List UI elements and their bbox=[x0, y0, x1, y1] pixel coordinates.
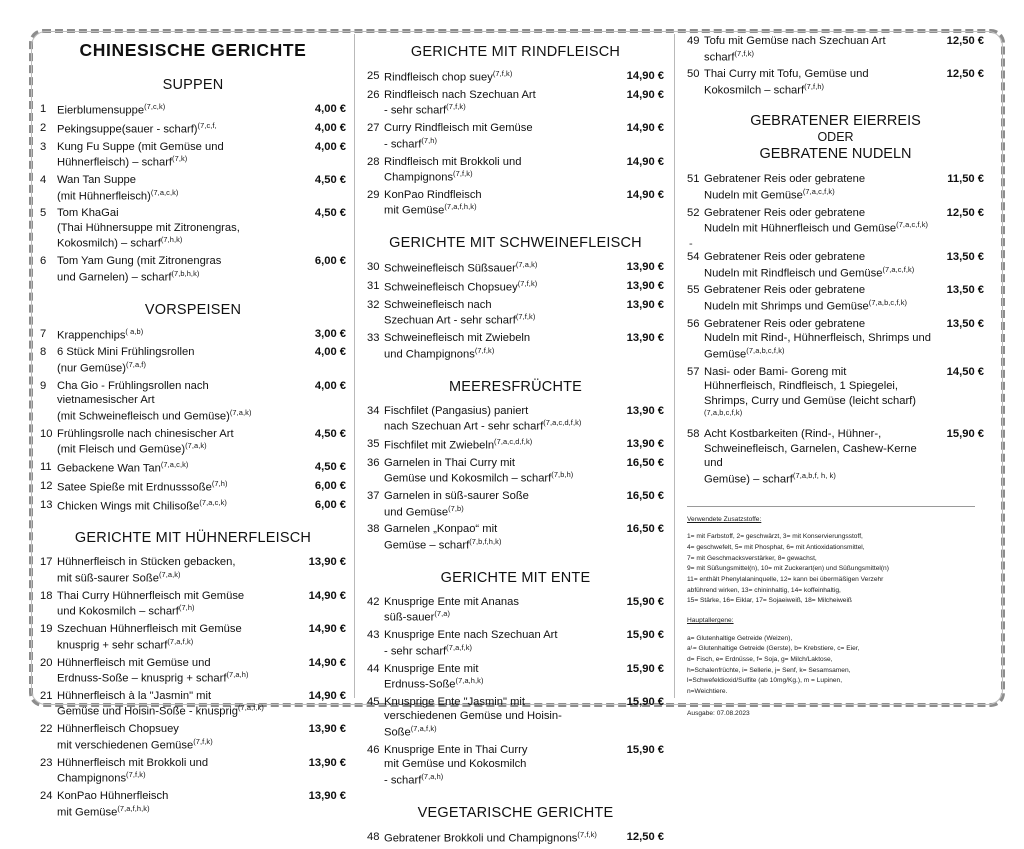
menu-item-row bbox=[367, 456, 664, 489]
item-allergen-codes: (7,a,b,c,f,k) bbox=[868, 297, 908, 307]
item-description: Rindfleisch chop suey$^{(7,f,k)}$ bbox=[384, 69, 513, 84]
menu-item-row bbox=[367, 121, 664, 154]
item-description: Knusprige Ente "Jasmin" mit verschiedenen Gemüse und Hoisin-Soße$^{(7,a,f,k)}$ bbox=[384, 695, 562, 739]
menu-item-row bbox=[367, 404, 664, 437]
menu-item-row bbox=[687, 250, 984, 283]
item-number: 17 bbox=[40, 556, 53, 569]
menu-item-row bbox=[367, 69, 664, 88]
item-price: 14,90 € bbox=[626, 70, 664, 82]
item-price: 13,90 € bbox=[626, 280, 664, 293]
item-price: 13,50 € bbox=[946, 317, 984, 330]
menu-item-row bbox=[40, 789, 346, 822]
item-number: 54 bbox=[687, 251, 700, 264]
item-description: Garnelen in süß-saurer Soße und Gemüse$^{(7,b)}$ bbox=[384, 490, 529, 519]
item-allergen-codes: (7,a,c,f,k) bbox=[882, 264, 915, 274]
item-number: 6 bbox=[40, 255, 47, 268]
item-number: 38 bbox=[367, 523, 380, 536]
item-price: 13,90 € bbox=[626, 332, 664, 345]
column-left bbox=[36, 34, 354, 819]
menu-item-row bbox=[687, 317, 984, 365]
menu-item-row bbox=[687, 206, 984, 239]
item-number: 46 bbox=[367, 743, 380, 756]
item-description: Schweinefleisch mit Zwiebeln und Champignons$^{(7,f,k)}$ bbox=[384, 332, 531, 361]
item-price: 4,00 € bbox=[314, 140, 346, 153]
additives-heading: Verwendete Zusatzstoffe: bbox=[687, 515, 762, 523]
menu-item-row bbox=[687, 427, 984, 489]
item-number: 4 bbox=[40, 173, 47, 186]
item-allergen-codes: (7,a,f,k) bbox=[167, 636, 194, 646]
item-price: 12,50 € bbox=[626, 830, 664, 843]
section-heading-reis-nudeln bbox=[687, 113, 984, 164]
item-allergen-codes: (7,f,k) bbox=[577, 829, 597, 839]
item-description: 6 Stück Mini Frühlingsrollen (nur Gemüse)$^{(7,a,f)}$ bbox=[57, 346, 195, 375]
item-price: 13,90 € bbox=[308, 756, 346, 769]
item-price: 13,50 € bbox=[946, 284, 984, 297]
item-description: Gebratener Reis oder gebratene Nudeln mit Rindfleisch und Gemüse$^{(7,a,c,f,k)}$ bbox=[704, 251, 915, 280]
menu-item-row bbox=[40, 555, 346, 588]
item-allergen-codes: (7,a,h,k) bbox=[455, 676, 484, 686]
item-price: 14,50 € bbox=[946, 365, 984, 378]
item-number: 18 bbox=[40, 589, 53, 602]
item-number: 30 bbox=[367, 261, 380, 274]
section-heading-huhn: GERICHTE MIT HÜHNERFLEISCH bbox=[74, 530, 312, 547]
item-description: Hühnerfleisch mit Brokkoli und Champignons$^{(7,f,k)}$ bbox=[57, 756, 209, 785]
item-description: Rindfleisch mit Brokkoli und Champignons$^{(7,f,k)}$ bbox=[384, 155, 522, 184]
item-price: 14,90 € bbox=[308, 689, 346, 702]
item-price: 16,50 € bbox=[626, 523, 664, 536]
menu-item-row bbox=[40, 722, 346, 755]
section-heading-vegetarisch: VEGETARISCHE GERICHTE bbox=[417, 804, 614, 821]
item-price: 4,00 € bbox=[314, 121, 346, 134]
item-description: Gebratener Reis oder gebratene Nudeln mit Rind-, Hühnerfleisch, Shrimps und Gemüse$^{(7,a,b,c,f,k)}$ bbox=[704, 317, 931, 361]
item-number: 35 bbox=[367, 437, 380, 450]
item-allergen-codes: (7,c,f, bbox=[197, 120, 217, 130]
item-allergen-codes: (7,f,k) bbox=[492, 69, 513, 78]
item-allergen-codes: (7,a,f,k) bbox=[446, 642, 473, 652]
footnote-line: n=Weichtiere. bbox=[687, 688, 728, 696]
item-allergen-codes: ( a,b) bbox=[125, 326, 144, 336]
item-price: 13,50 € bbox=[946, 251, 984, 264]
item-price: 13,90 € bbox=[308, 789, 346, 802]
reis-line-3: GEBRATENE NUDELN bbox=[759, 145, 912, 162]
item-price: 13,90 € bbox=[626, 261, 664, 274]
item-number: 45 bbox=[367, 695, 380, 708]
item-price: 13,90 € bbox=[626, 298, 664, 311]
item-description: KonPao Hühnerfleisch mit Gemüse$^{(7,a,f,h,k)}$ bbox=[57, 789, 169, 819]
item-description: Hühnerfleisch in Stücken gebacken, mit süß-saurer Soße$^{(7,a,k)}$ bbox=[57, 556, 236, 585]
item-description: Tofu mit Gemüse nach Szechuan Art scharf$^{(7,f,k)}$ bbox=[704, 35, 886, 64]
item-table-huhn bbox=[40, 555, 346, 822]
item-table-meer bbox=[367, 404, 664, 556]
item-description: Garnelen „Konpao“ mit Gemüse – scharf$^{(7,b,f,h,k)}$ bbox=[384, 523, 502, 552]
item-allergen-codes: (7,a,c,d,f,k) bbox=[494, 436, 533, 446]
item-price: 15,90 € bbox=[946, 428, 984, 441]
item-number: 51 bbox=[687, 173, 700, 186]
item-number: 42 bbox=[367, 595, 380, 608]
item-number: 50 bbox=[687, 68, 700, 81]
item-allergen-codes: (7,a,f,h,k) bbox=[444, 202, 477, 212]
additives-lines bbox=[687, 532, 984, 607]
item-price: 4,00 € bbox=[314, 379, 346, 392]
menu-item-row bbox=[40, 327, 346, 346]
item-description: Tom KhaGai (Thai Hühnersuppe mit Zitronengras, Kokosmilch) – scharf$^{(7,h,k)}$ bbox=[57, 207, 240, 251]
item-number: 55 bbox=[687, 284, 700, 297]
item-allergen-codes: (7,c,k) bbox=[144, 102, 166, 111]
item-price: 4,50 € bbox=[314, 173, 346, 186]
menu-item-row bbox=[367, 331, 664, 364]
item-description: Fischfilet (Pangasius) paniert nach Szechuan Art - sehr scharf$^{(7,a,c,d,f,k)}$ bbox=[384, 404, 582, 433]
item-number: 37 bbox=[367, 490, 380, 503]
footnote-line: h=Schalenfrüchte, i= Sellerie, j= Senf, k= Sesamsamen, bbox=[687, 666, 851, 674]
menu-item-row bbox=[40, 121, 346, 140]
item-number: 44 bbox=[367, 662, 380, 675]
item-price: 15,90 € bbox=[626, 629, 664, 642]
item-number: 24 bbox=[40, 789, 53, 802]
item-price: 14,90 € bbox=[308, 589, 346, 602]
item-allergen-codes: (7,a,k) bbox=[515, 260, 538, 270]
item-price: 4,50 € bbox=[314, 427, 346, 440]
menu-item-row bbox=[40, 656, 346, 689]
section-heading-rind: GERICHTE MIT RINDFLEISCH bbox=[410, 44, 621, 60]
item-price: 15,90 € bbox=[626, 743, 664, 756]
menu-item-row bbox=[367, 522, 664, 555]
menu-item-row bbox=[687, 365, 984, 427]
menu-item-row bbox=[687, 172, 984, 205]
footnotes-divider bbox=[687, 506, 975, 507]
menu-item-row bbox=[40, 589, 346, 622]
menu-item-row bbox=[367, 595, 664, 628]
item-allergen-codes: (7,a,c,k) bbox=[160, 460, 189, 470]
item-number: 26 bbox=[367, 88, 380, 101]
item-table-reis-nudeln-a bbox=[687, 172, 984, 239]
menu-item-row bbox=[40, 173, 346, 206]
item-price: 6,00 € bbox=[314, 479, 346, 492]
item-price: 13,90 € bbox=[308, 723, 346, 736]
section-heading-vorspeisen: VORSPEISEN bbox=[144, 301, 242, 318]
item-allergen-codes: (7,k) bbox=[172, 154, 188, 164]
item-description: Nasi- oder Bami- Goreng mit Hühnerfleisch, Rindfleisch, 1 Spiegelei, Shrimps, Curry und Gemüse (leicht scharf)$^{(7,a,b,c,f,k)}$ bbox=[704, 365, 917, 418]
item-number: 32 bbox=[367, 298, 380, 311]
item-allergen-codes: (7,a,f) bbox=[126, 359, 147, 369]
item-price: 16,50 € bbox=[626, 456, 664, 469]
footnote-line: abführend wirken, 13= chininhaltig, 14= koffeinhaltig, bbox=[687, 586, 841, 594]
item-allergen-codes: (7,a,k) bbox=[185, 441, 207, 451]
menu-item-row bbox=[40, 379, 346, 427]
item-allergen-codes: (7,f,k) bbox=[446, 102, 466, 112]
column-middle bbox=[354, 34, 674, 845]
item-number: 57 bbox=[687, 365, 700, 378]
item-price: 12,50 € bbox=[946, 35, 984, 47]
item-table-vegetarisch-rest bbox=[687, 34, 984, 101]
item-price: 16,50 € bbox=[626, 490, 664, 503]
item-allergen-codes: (7,a,c,f,k) bbox=[802, 186, 835, 196]
item-number: 49 bbox=[687, 35, 700, 47]
footnote-line: d= Fisch, e= Erdnüsse, f= Soja, g= Milch/Laktose, bbox=[687, 656, 833, 664]
reis-line-2: ODER bbox=[817, 130, 854, 145]
issue-date: Ausgabe: 07.08.2023 bbox=[687, 709, 750, 717]
item-description: Wan Tan Suppe (mit Hühnerfleisch)$^{(7,a,c,k)}$ bbox=[57, 173, 179, 203]
menu-item-row bbox=[367, 830, 664, 849]
item-number: 52 bbox=[687, 206, 700, 219]
menu-item-row bbox=[40, 689, 346, 722]
item-description: Tom Yam Gung (mit Zitronengras und Garnelen) – scharf$^{(7,b,h,k)}$ bbox=[57, 255, 222, 284]
item-price: 6,00 € bbox=[314, 498, 346, 511]
item-table-suppen bbox=[40, 102, 346, 288]
item-number: 10 bbox=[40, 427, 53, 440]
item-number: 34 bbox=[367, 404, 380, 417]
item-allergen-codes: (7,f,k) bbox=[474, 345, 495, 355]
item-description: Hühnerfleisch mit Gemüse und Erdnuss-Soße – knusprig + scharf$^{(7,a,h)}$ bbox=[57, 656, 249, 685]
section-heading-meer: MEERESFRÜCHTE bbox=[448, 378, 583, 395]
item-allergen-codes: (7,a,f,k) bbox=[237, 703, 264, 713]
menu-item-row bbox=[367, 88, 664, 121]
item-number: 8 bbox=[40, 346, 47, 359]
item-price: 14,90 € bbox=[626, 188, 664, 201]
item-number: 19 bbox=[40, 623, 53, 636]
item-allergen-codes: (7,h) bbox=[178, 603, 195, 613]
item-price: 4,00 € bbox=[314, 346, 346, 359]
menu-item-row bbox=[367, 279, 664, 298]
item-description: Chicken Wings mit Chilisoße$^{(7,a,c,k)}$ bbox=[57, 497, 227, 513]
item-number: 58 bbox=[687, 428, 700, 441]
menu-item-row bbox=[367, 743, 664, 791]
section-heading-schwein: GERICHTE MIT SCHWEINEFLEISCH bbox=[389, 235, 642, 252]
item-allergen-codes: (7,b,h,k) bbox=[171, 268, 200, 278]
item-number: 22 bbox=[40, 723, 53, 736]
item-allergen-codes: (7,a,b,c,f,k) bbox=[704, 408, 743, 418]
item-description: Kung Fu Suppe (mit Gemüse und Hühnerfleisch) – scharf$^{(7,k)}$ bbox=[57, 140, 224, 169]
menu-item-row bbox=[40, 460, 346, 479]
item-description: Thai Curry mit Tofu, Gemüse und Kokosmilch – scharf$^{(7,f,h)}$ bbox=[704, 68, 869, 97]
item-price: 6,00 € bbox=[314, 255, 346, 268]
footnote-line: a¹= Glutenhaltige Getreide (Gerste), b= Krebstiere, c= Eier, bbox=[687, 645, 860, 653]
item-description: Satee Spieße mit Erdnusssoße$^{(7,h)}$ bbox=[57, 478, 228, 494]
stray-marker: - bbox=[689, 238, 693, 251]
item-description: Rindfleisch nach Szechuan Art - sehr scharf$^{(7,f,k)}$ bbox=[384, 88, 536, 118]
item-description: Schweinefleisch Chopsuey$^{(7,f,k)}$ bbox=[384, 279, 538, 294]
item-allergen-codes: (7,a,h) bbox=[421, 771, 444, 781]
menu-item-row bbox=[40, 622, 346, 655]
footnote-line: 7= mit Geschmacksverstärker, 8= gewachst, bbox=[687, 554, 817, 562]
item-number: 3 bbox=[40, 140, 47, 153]
item-number: 29 bbox=[367, 188, 380, 201]
footnote-line: 15= Stärke, 16= Eiklar, 17= Sojaeiweiß, 18= Milcheiweiß bbox=[687, 597, 852, 605]
item-allergen-codes: (7,f,k) bbox=[734, 48, 755, 58]
item-description: Gebackene Wan Tan$^{(7,a,c,k)}$ bbox=[57, 460, 189, 475]
item-number: 13 bbox=[40, 498, 53, 511]
item-allergen-codes: (7,f,k) bbox=[126, 770, 146, 780]
item-number: 9 bbox=[40, 379, 47, 392]
item-price: 3,00 € bbox=[314, 327, 346, 340]
item-price: 13,90 € bbox=[626, 404, 664, 417]
item-allergen-codes: (7,h) bbox=[421, 135, 438, 145]
item-description: Knusprige Ente nach Szechuan Art - sehr scharf$^{(7,a,f,k)}$ bbox=[384, 629, 558, 658]
item-allergen-codes: (7,a,f,h,k) bbox=[117, 803, 150, 813]
item-price: 12,50 € bbox=[946, 206, 984, 219]
item-price: 15,90 € bbox=[626, 595, 664, 608]
column-right bbox=[674, 34, 988, 717]
footnotes-block bbox=[687, 506, 984, 720]
item-number: 21 bbox=[40, 689, 53, 702]
item-number: 28 bbox=[367, 155, 380, 168]
item-price: 14,90 € bbox=[626, 88, 664, 101]
menu-item-row bbox=[40, 427, 346, 460]
footnote-line: 11= enthält Phenylalaninquelle, 12= kann bei übermäßigen Verzehr bbox=[687, 576, 884, 584]
item-description: Knusprige Ente mit Erdnuss-Soße$^{(7,a,h,k)}$ bbox=[384, 662, 484, 691]
section-heading-suppen: SUPPEN bbox=[162, 77, 224, 93]
item-description: Gebratener Reis oder gebratene Nudeln mit Gemüse$^{(7,a,c,f,k)}$ bbox=[704, 173, 866, 202]
item-number: 7 bbox=[40, 327, 47, 340]
item-description: Knusprige Ente mit Ananas süß-sauer$^{(7,a)}$ bbox=[384, 595, 519, 625]
menu-item-row bbox=[40, 345, 346, 378]
item-description: KonPao Rindfleisch mit Gemüse$^{(7,a,f,h,k)}$ bbox=[384, 188, 482, 218]
item-description: Curry Rindfleisch mit Gemüse - scharf$^{(7,h)}$ bbox=[384, 122, 533, 151]
menu-item-row bbox=[367, 155, 664, 188]
item-allergen-codes: (7,f,h) bbox=[804, 81, 825, 91]
footnote-line: 1= mit Farbstoff, 2= geschwärzt, 3= mit Konservierungsstoff, bbox=[687, 533, 863, 541]
item-price: 13,90 € bbox=[308, 556, 346, 569]
item-allergen-codes: (7,a) bbox=[434, 609, 451, 619]
item-allergen-codes: (7,b,f,h,k) bbox=[469, 536, 502, 546]
footnote-line: l=Schwefeldioxid/Sulfite (ab 10mg/Kg.), m = Lupinen, bbox=[687, 677, 843, 685]
menu-item-row bbox=[367, 695, 664, 743]
menu-item-row bbox=[687, 283, 984, 316]
item-table-schwein bbox=[367, 260, 664, 364]
item-allergen-codes: (7,f,k) bbox=[515, 312, 536, 322]
menu-item-row bbox=[40, 498, 346, 517]
item-number: 43 bbox=[367, 629, 380, 642]
item-description: Garnelen in Thai Curry mit Gemüse und Kokosmilch – scharf$^{(7,b,h)}$ bbox=[384, 456, 574, 485]
item-description: Szechuan Hühnerfleisch mit Gemüse knusprig + sehr scharf$^{(7,a,f,k)}$ bbox=[57, 623, 242, 652]
item-price: 14,90 € bbox=[626, 155, 664, 168]
item-description: Schweinefleisch Süßsauer$^{(7,a,k)}$ bbox=[384, 260, 538, 275]
item-price: 4,00 € bbox=[314, 103, 346, 115]
item-allergen-codes: (7,f,k) bbox=[517, 279, 538, 289]
item-description: Hühnerfleisch Chopsuey mit verschiedenen Gemüse$^{(7,f,k)}$ bbox=[57, 723, 213, 752]
footnote-line: 4= geschwefelt, 5= mit Phosphat, 6= mit Antioxidationsmittel, bbox=[687, 544, 865, 552]
item-number: 31 bbox=[367, 280, 380, 293]
footnote-line: 9= mit Süßungsmittel(n), 10= mit Zuckerart(en) und Süßungsmittel(n) bbox=[687, 565, 889, 573]
item-table-reis-nudeln-b bbox=[687, 250, 984, 490]
footnote-line: a= Glutenhaltige Getreide (Weizen), bbox=[687, 634, 793, 642]
menu-item-row bbox=[687, 67, 984, 100]
item-description: Knusprige Ente in Thai Curry mit Gemüse und Kokosmilch - scharf$^{(7,a,h)}$ bbox=[384, 743, 528, 787]
menu-item-row bbox=[40, 756, 346, 789]
item-description: Eierblumensuppe$^{(7,c,k)}$ bbox=[57, 102, 166, 117]
item-allergen-codes: (7,a,h) bbox=[226, 670, 249, 680]
reis-line-1: GEBRATENER EIERREIS bbox=[750, 112, 921, 129]
item-description: Pekingsuppe(sauer - scharf)$^{(7,c,f,}$ bbox=[57, 120, 217, 136]
item-number: 2 bbox=[40, 121, 47, 134]
item-number: 1 bbox=[40, 103, 47, 115]
item-description: Gebratener Reis oder gebratene Nudeln mit Shrimps und Gemüse$^{(7,a,b,c,f,k)}$ bbox=[704, 284, 908, 313]
item-price: 15,90 € bbox=[626, 662, 664, 675]
menu-item-row bbox=[40, 102, 346, 121]
menu-item-row bbox=[367, 188, 664, 221]
item-number: 33 bbox=[367, 332, 380, 345]
item-description: Krappenchips$^{( a,b)}$ bbox=[57, 326, 144, 342]
item-number: 11 bbox=[40, 461, 52, 474]
section-heading-ente: GERICHTE MIT ENTE bbox=[440, 569, 591, 586]
item-allergen-codes: (7,h) bbox=[211, 478, 228, 488]
item-allergen-codes: (7,h,k) bbox=[160, 235, 183, 245]
item-price: 12,50 € bbox=[946, 68, 984, 81]
item-number: 23 bbox=[40, 756, 53, 769]
item-description: Frühlingsrolle nach chinesischer Art (mit Fleisch und Gemüse)$^{(7,a,k)}$ bbox=[57, 427, 234, 456]
item-allergen-codes: (7,a,c,f,k) bbox=[896, 220, 929, 230]
item-number: 5 bbox=[40, 207, 47, 220]
allergens-heading: Hauptallergene: bbox=[687, 617, 734, 625]
item-allergen-codes: (7,a,f,k) bbox=[410, 723, 437, 733]
item-table-vegetarisch-first bbox=[367, 830, 664, 849]
menu-item-row bbox=[367, 489, 664, 522]
page-title: CHINESISCHE GERICHTE bbox=[79, 40, 307, 60]
menu-item-row bbox=[367, 628, 664, 661]
item-table-vorspeisen bbox=[40, 327, 346, 517]
menu-item-row bbox=[367, 437, 664, 456]
item-number: 48 bbox=[367, 830, 380, 843]
item-number: 27 bbox=[367, 122, 380, 135]
item-number: 25 bbox=[367, 70, 380, 82]
allergens-lines bbox=[687, 634, 984, 698]
item-number: 12 bbox=[40, 479, 53, 492]
item-allergen-codes: (7,a,c,d,f,k) bbox=[543, 418, 582, 428]
item-allergen-codes: (7,f,k) bbox=[453, 169, 473, 179]
item-number: 56 bbox=[687, 317, 700, 330]
item-price: 15,90 € bbox=[626, 695, 664, 708]
item-allergen-codes: (7,a,b,f, h, k) bbox=[792, 470, 836, 480]
item-description: Gebratener Reis oder gebratene Nudeln mit Hühnerfleisch und Gemüse$^{(7,a,c,f,k)}$ bbox=[704, 206, 929, 235]
menu-columns bbox=[36, 34, 988, 845]
item-price: 14,90 € bbox=[308, 623, 346, 636]
item-price: 14,90 € bbox=[308, 656, 346, 669]
item-allergen-codes: (7,b,h) bbox=[551, 470, 574, 480]
item-price: 4,50 € bbox=[314, 461, 346, 474]
item-price: 4,50 € bbox=[314, 207, 346, 220]
menu-item-row bbox=[367, 662, 664, 695]
menu-item-row bbox=[367, 260, 664, 279]
item-description: Fischfilet mit Zwiebeln$^{(7,a,c,d,f,k)}$ bbox=[384, 436, 533, 452]
item-price: 14,90 € bbox=[626, 122, 664, 135]
menu-item-row bbox=[367, 298, 664, 331]
item-table-rind bbox=[367, 69, 664, 221]
menu-item-row bbox=[40, 254, 346, 287]
item-price: 13,90 € bbox=[626, 437, 664, 450]
item-description: Cha Gio - Frühlingsrollen nach vietnamesischer Art (mit Schweinefleisch und Gemüse)$^{(7,a,k)}$ bbox=[57, 379, 252, 423]
item-allergen-codes: (7,f,k) bbox=[193, 736, 213, 746]
item-number: 20 bbox=[40, 656, 53, 669]
item-description: Thai Curry Hühnerfleisch mit Gemüse und Kokosmilch – scharf$^{(7,h)}$ bbox=[57, 589, 245, 619]
menu-item-row bbox=[687, 34, 984, 67]
menu-item-row bbox=[40, 479, 346, 498]
item-allergen-codes: (7,a,k) bbox=[229, 407, 252, 417]
item-allergen-codes: (7,a,k) bbox=[158, 569, 181, 579]
item-allergen-codes: (7,b) bbox=[448, 503, 464, 513]
item-number: 36 bbox=[367, 456, 380, 469]
item-table-ente bbox=[367, 595, 664, 791]
item-allergen-codes: (7,a,c,k) bbox=[199, 497, 227, 507]
menu-item-row bbox=[40, 140, 346, 173]
item-description: Hühnerfleisch à la "Jasmin" mit Gemüse und Hoisin-Soße - knusprig$^{(7,a,f,k)}$ bbox=[57, 689, 264, 719]
item-description: Acht Kostbarkeiten (Rind-, Hühner-, Schweinefleisch, Garnelen, Cashew-Kerne und Gemüse) – scharf$^{(7,a,b,f, h, k)}$ bbox=[704, 428, 917, 486]
item-allergen-codes: (7,a,c,k) bbox=[150, 187, 179, 197]
menu-item-row bbox=[40, 206, 346, 254]
item-allergen-codes: (7,a,b,c,f,k) bbox=[746, 345, 785, 355]
item-description: Schweinefleisch nach Szechuan Art - sehr scharf$^{(7,f,k)}$ bbox=[384, 298, 536, 328]
item-description: Gebratener Brokkoli und Champignons$^{(7,f,k)}$ bbox=[384, 829, 597, 845]
item-price: 11,50 € bbox=[947, 173, 984, 186]
